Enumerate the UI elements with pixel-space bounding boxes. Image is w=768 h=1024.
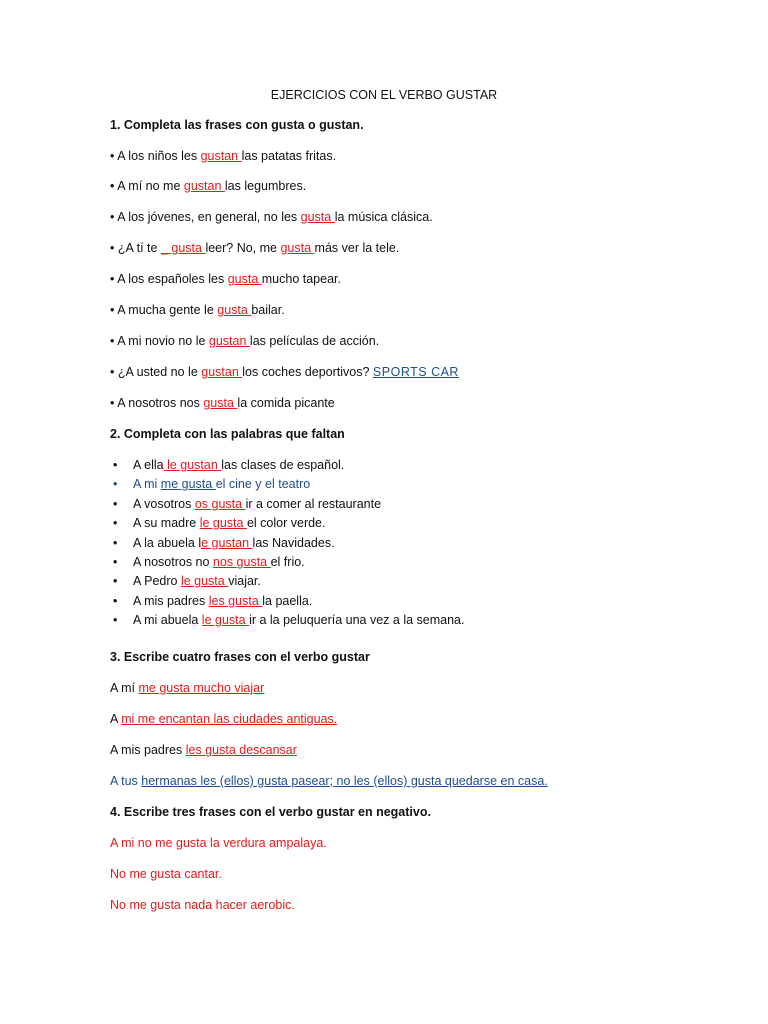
answer: me gusta mucho viajar xyxy=(138,681,265,695)
s4-line: No me gusta cantar. xyxy=(110,867,222,881)
answer: le gustan xyxy=(163,458,222,472)
answer: _ gusta xyxy=(160,241,206,255)
s2-item: A la abuela le gustan las Navidades. xyxy=(133,535,335,550)
answer: hermanas les (ellos) gusta pasear; no les (ellos) gusta quedarse en casa. xyxy=(141,774,548,788)
answer: les gusta descansar xyxy=(185,743,297,757)
sports-car-note: SPORTS CAR xyxy=(372,365,459,379)
list-bullet: • xyxy=(113,516,118,531)
s1-item: • ¿A usted no le gustan los coches deportivos? SPORTS CAR xyxy=(110,365,459,379)
s1-item: • A mí no me gustan las legumbres. xyxy=(110,179,307,193)
s2-item: A Pedro le gusta viajar. xyxy=(133,574,261,589)
s2-item: A mis padres les gusta la paella. xyxy=(133,593,313,608)
s1-item: • A los jóvenes, en general, no les gusta la música clásica. xyxy=(110,210,433,224)
answer: le gusta xyxy=(180,574,229,589)
answer: os gusta xyxy=(194,496,246,511)
answer: gusta xyxy=(300,210,335,224)
answer: gustan xyxy=(183,179,225,193)
s1-item: • A los españoles les gusta mucho tapear. xyxy=(110,272,341,286)
s1-item: • ¿A tí te _ gusta leer? No, me gusta más ver la tele. xyxy=(110,241,400,255)
s3-line: A mí me gusta mucho viajar xyxy=(110,681,265,695)
s1-item: • A los niños les gustan las patatas fritas. xyxy=(110,149,337,163)
answer: gusta xyxy=(203,396,238,410)
answer: nos gusta xyxy=(212,555,271,569)
answer: gusta xyxy=(217,303,252,317)
s4-line: A mi no me gusta la verdura ampalaya. xyxy=(110,836,327,850)
list-bullet: • xyxy=(113,613,118,628)
section1-heading: 1. Completa las frases con gusta o gustan. xyxy=(110,118,364,132)
s1-item: • A mucha gente le gusta bailar. xyxy=(110,303,285,317)
answer: mi me encantan las ciudades antiguas. xyxy=(121,712,338,726)
list-bullet: • xyxy=(113,593,118,608)
document-title: EJERCICIOS CON EL VERBO GUSTAR xyxy=(270,88,498,102)
list-bullet: • xyxy=(113,496,118,511)
s3-line: A mi me encantan las ciudades antiguas. xyxy=(110,712,338,726)
answer: gustan xyxy=(208,334,250,348)
list-bullet: • xyxy=(113,477,118,492)
section2-heading: 2. Completa con las palabras que faltan xyxy=(110,427,345,441)
s4-line: No me gusta nada hacer aerobic. xyxy=(110,898,295,912)
answer: me gusta xyxy=(160,477,216,492)
s2-item: A ella le gustan las clases de español. xyxy=(133,458,345,472)
answer: e gustan xyxy=(201,535,253,550)
s2-item: A su madre le gusta el color verde. xyxy=(133,516,326,531)
list-bullet: • xyxy=(113,535,118,550)
answer: gusta xyxy=(280,241,315,255)
list-bullet: • xyxy=(113,555,118,569)
answer: gusta xyxy=(227,272,262,286)
section4-heading: 4. Escribe tres frases con el verbo gustar en negativo. xyxy=(110,805,431,819)
s3-line: A tus hermanas les (ellos) gusta pasear; no les (ellos) gusta quedarse en casa. xyxy=(110,774,548,788)
list-bullet: • xyxy=(113,574,118,589)
s2-item: A vosotros os gusta ir a comer al restaurante xyxy=(133,496,382,511)
list-bullet: • xyxy=(113,458,118,472)
answer: gustan xyxy=(201,365,243,379)
answer: les gusta xyxy=(208,593,263,608)
s3-line: A mis padres les gusta descansar xyxy=(110,743,297,757)
answer: le gusta xyxy=(199,516,247,531)
s1-item: • A nosotros nos gusta la comida picante xyxy=(110,396,335,410)
s2-item: A mi abuela le gusta ir a la peluquería una vez a la semana. xyxy=(133,613,465,628)
s1-item: • A mi novio no le gustan las películas de acción. xyxy=(110,334,380,348)
s2-item: A nosotros no nos gusta el frio. xyxy=(133,555,305,569)
answer: gustan xyxy=(200,149,242,163)
section3-heading: 3. Escribe cuatro frases con el verbo gustar xyxy=(110,650,370,664)
answer: le gusta xyxy=(201,613,250,628)
s2-item: A mi me gusta el cine y el teatro xyxy=(133,477,311,492)
